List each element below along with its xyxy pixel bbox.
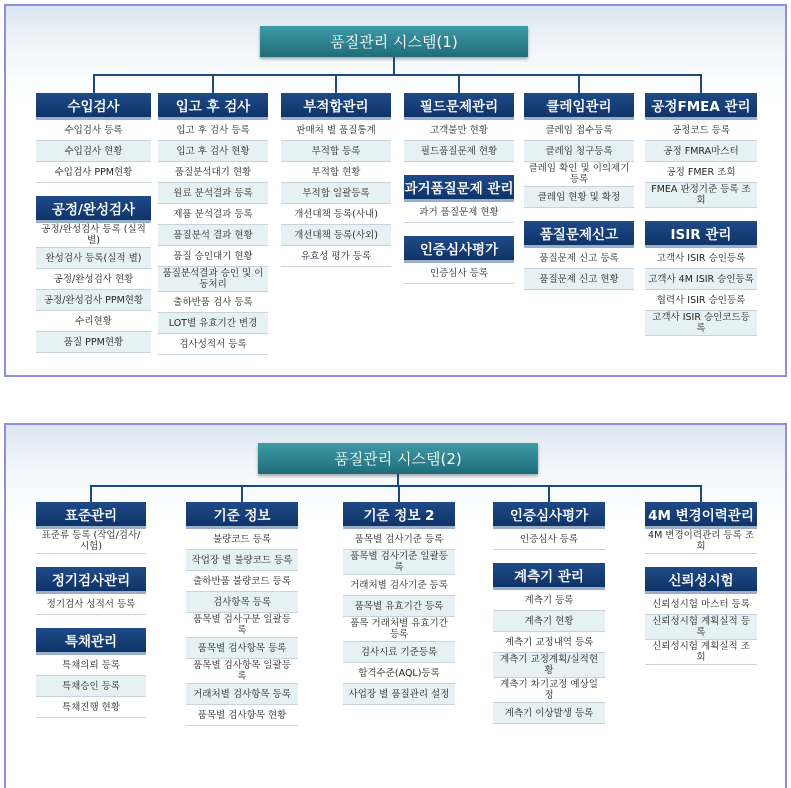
- menu-item[interactable]: 공정 FMRA마스터: [645, 141, 757, 162]
- menu-item[interactable]: 고객불만 현황: [404, 120, 514, 141]
- connector-stem: [393, 57, 395, 74]
- menu-group: [404, 236, 514, 284]
- menu-group: [36, 567, 146, 615]
- connector-drop: [90, 485, 92, 502]
- menu-item[interactable]: 출하반품 검사 등록: [158, 292, 268, 313]
- menu-item[interactable]: 품질문제 신고 현황: [524, 269, 634, 290]
- connector-drop: [241, 485, 243, 502]
- menu-group-header[interactable]: 기준 정보 2: [343, 502, 455, 529]
- menu-group: [36, 196, 151, 353]
- menu-item[interactable]: 계측기 교정계획/실적현황: [493, 653, 605, 678]
- menu-group-header[interactable]: 계측기 관리: [493, 563, 605, 590]
- menu-item[interactable]: 신뢰성시험 계획실적 조회: [645, 640, 757, 665]
- menu-item[interactable]: 완성검사 등록(실적 별): [36, 248, 151, 269]
- menu-item[interactable]: FMEA 판정기준 등록 조회: [645, 183, 757, 208]
- menu-item[interactable]: 클레임 청구등록: [524, 141, 634, 162]
- connector-bus: [93, 74, 703, 76]
- connector-drop: [578, 74, 580, 93]
- menu-group-header[interactable]: 품질문제신고: [524, 221, 634, 248]
- connector-drop: [700, 74, 702, 93]
- menu-column: [645, 502, 757, 665]
- menu-group-header[interactable]: 공정/완성검사: [36, 196, 151, 223]
- menu-item[interactable]: 공정 FMER 조회: [645, 162, 757, 183]
- menu-item[interactable]: 유효성 평가 등록: [281, 246, 391, 267]
- menu-item[interactable]: 검사시료 기준등록: [343, 642, 455, 663]
- menu-group-header[interactable]: 필드문제관리: [404, 93, 514, 120]
- menu-column: [186, 502, 298, 726]
- menu-item[interactable]: 클레임 접수등록: [524, 120, 634, 141]
- menu-item[interactable]: 품질문제 신고 등록: [524, 248, 634, 269]
- system-1-title: 품질관리 시스템(1): [260, 26, 528, 57]
- menu-group-header[interactable]: 과거품질문제 관리: [404, 175, 514, 202]
- menu-item[interactable]: 클레임 현황 및 확정: [524, 187, 634, 208]
- menu-item[interactable]: 제품 분석결과 등록: [158, 204, 268, 225]
- menu-item[interactable]: 사업장 별 품질관리 설정: [343, 684, 455, 705]
- menu-item[interactable]: 클레임 확인 및 이의제기 등록: [524, 162, 634, 187]
- menu-group: [645, 221, 757, 336]
- menu-item[interactable]: 필드품질문제 현황: [404, 141, 514, 162]
- menu-group: [524, 93, 634, 208]
- menu-item[interactable]: 입고 후 검사 등록: [158, 120, 268, 141]
- menu-group-header[interactable]: 수입검사: [36, 93, 151, 120]
- quality-system-2-panel: [4, 423, 787, 788]
- menu-group-header[interactable]: ISIR 관리: [645, 221, 757, 248]
- menu-item[interactable]: 작업장 별 불량코드 등록: [186, 550, 298, 571]
- menu-group: [404, 175, 514, 223]
- menu-item[interactable]: 고객사 ISIR 승인코드등록: [645, 311, 757, 336]
- menu-item[interactable]: 판매처 별 품질통계: [281, 120, 391, 141]
- menu-item[interactable]: 신뢰성시험 계획실적 등록: [645, 615, 757, 640]
- menu-column: [158, 93, 268, 355]
- menu-group: [493, 563, 605, 724]
- menu-item[interactable]: 고객사 ISIR 승인등록: [645, 248, 757, 269]
- menu-group: [645, 567, 757, 665]
- menu-item[interactable]: 개선대책 등록(사내): [281, 204, 391, 225]
- menu-item[interactable]: 출하반품 불량코드 등록: [186, 571, 298, 592]
- menu-column: [493, 502, 605, 724]
- connector-drop: [335, 74, 337, 93]
- menu-item[interactable]: 품질 PPM현황: [36, 332, 151, 353]
- menu-item[interactable]: 신뢰성시험 마스터 등록: [645, 594, 757, 615]
- menu-group-header[interactable]: 신뢰성시험: [645, 567, 757, 594]
- menu-group-header[interactable]: 부적합관리: [281, 93, 391, 120]
- menu-item[interactable]: 합격수준(AQL)등록: [343, 663, 455, 684]
- menu-item[interactable]: 특채승인 등록: [36, 676, 146, 697]
- menu-item[interactable]: 품목별 검사항목 현황: [186, 705, 298, 726]
- connector-stem: [397, 474, 399, 485]
- menu-item[interactable]: 공정/완성검사 PPM현황: [36, 290, 151, 311]
- menu-column: [524, 93, 634, 290]
- menu-group: [36, 502, 146, 554]
- menu-item[interactable]: 계측기 이상발생 등록: [493, 703, 605, 724]
- menu-group-header[interactable]: 기준 정보: [186, 502, 298, 529]
- menu-group: [343, 502, 455, 705]
- connector-drop: [458, 74, 460, 93]
- connector-drop: [700, 485, 702, 502]
- menu-item[interactable]: 검사항목 등록: [186, 592, 298, 613]
- menu-item[interactable]: 인증심사 등록: [404, 263, 514, 284]
- menu-column: [36, 93, 151, 353]
- menu-item[interactable]: 4M 변경이력관리 등록 조회: [645, 529, 757, 554]
- menu-item[interactable]: 품목별 유효기간 등록: [343, 596, 455, 617]
- menu-group-header[interactable]: 인증심사평가: [493, 502, 605, 529]
- menu-group: [158, 93, 268, 355]
- menu-group-header[interactable]: 클레임관리: [524, 93, 634, 120]
- menu-item[interactable]: 부적합 현황: [281, 162, 391, 183]
- menu-group-header[interactable]: 특채관리: [36, 628, 146, 655]
- menu-item[interactable]: 계측기 교정내역 등록: [493, 632, 605, 653]
- menu-column: [36, 502, 146, 718]
- menu-group: [36, 93, 151, 183]
- connector-drop: [398, 485, 400, 502]
- connector-bus: [90, 485, 702, 487]
- menu-column: [343, 502, 455, 705]
- menu-item[interactable]: 협력사 ISIR 승인등록: [645, 290, 757, 311]
- menu-item[interactable]: 품질분석결과 승인 및 이동처리: [158, 267, 268, 292]
- menu-item[interactable]: 부적합 일괄등록: [281, 183, 391, 204]
- menu-item[interactable]: 인증심사 등록: [493, 529, 605, 550]
- menu-item[interactable]: 불량코드 등록: [186, 529, 298, 550]
- menu-item[interactable]: 품목별 검사기준 일괄등록: [343, 550, 455, 575]
- connector-drop: [548, 485, 550, 502]
- menu-group: [645, 93, 757, 208]
- menu-item[interactable]: 품목별 검사기준 등록: [343, 529, 455, 550]
- menu-item[interactable]: 정기검사 성적서 등록: [36, 594, 146, 615]
- menu-item[interactable]: 수입검사 PPM현황: [36, 162, 151, 183]
- menu-item[interactable]: 수리현황: [36, 311, 151, 332]
- menu-group: [645, 502, 757, 554]
- menu-item[interactable]: 계측기 현황: [493, 611, 605, 632]
- menu-group-header[interactable]: 표준관리: [36, 502, 146, 529]
- menu-item[interactable]: LOT별 유효기간 변경: [158, 313, 268, 334]
- menu-item[interactable]: 원료 분석결과 등록: [158, 183, 268, 204]
- menu-group-header[interactable]: 공정FMEA 관리: [645, 93, 757, 120]
- menu-group-header[interactable]: 입고 후 검사: [158, 93, 268, 120]
- menu-item[interactable]: 계측기 차기교정 예상일정: [493, 678, 605, 703]
- connector-drop: [212, 74, 214, 93]
- menu-item[interactable]: 특채의뢰 등록: [36, 655, 146, 676]
- menu-item[interactable]: 개선대책 등록(사외): [281, 225, 391, 246]
- menu-group-header[interactable]: 정기검사관리: [36, 567, 146, 594]
- menu-item[interactable]: 품목 거래처별 유효기간 등록: [343, 617, 455, 642]
- menu-group: [186, 502, 298, 726]
- menu-item[interactable]: 품목별 검사항목 등록: [186, 638, 298, 659]
- menu-group: [524, 221, 634, 290]
- menu-item[interactable]: 표준류 등록 (작업/검사/시험): [36, 529, 146, 554]
- menu-item[interactable]: 공정/완성검사 현황: [36, 269, 151, 290]
- menu-item[interactable]: 거래처별 검사기준 등록: [343, 575, 455, 596]
- menu-item[interactable]: 검사성적서 등록: [158, 334, 268, 355]
- menu-item[interactable]: 품질분석 결과 현황: [158, 225, 268, 246]
- menu-column: [281, 93, 391, 267]
- menu-item[interactable]: 계측기 등록: [493, 590, 605, 611]
- menu-group: [493, 502, 605, 550]
- quality-system-1-panel: [4, 4, 787, 377]
- menu-item[interactable]: 품목별 검사구분 일괄등록: [186, 613, 298, 638]
- menu-item[interactable]: 입고 후 검사 현황: [158, 141, 268, 162]
- menu-item[interactable]: 수입검사 현황: [36, 141, 151, 162]
- menu-item[interactable]: 품목별 검사항목 일괄등록: [186, 659, 298, 684]
- menu-item[interactable]: 공정/완성검사 등록 (실적 별): [36, 223, 151, 248]
- menu-item[interactable]: 공정코드 등록: [645, 120, 757, 141]
- menu-item[interactable]: 특채진행 현황: [36, 697, 146, 718]
- menu-group: [404, 93, 514, 162]
- menu-item[interactable]: 과거 품질문제 현황: [404, 202, 514, 223]
- menu-item[interactable]: 고객사 4M ISIR 승인등록: [645, 269, 757, 290]
- connector-drop: [93, 74, 95, 93]
- system-2-title: 품질관리 시스템(2): [258, 443, 538, 474]
- menu-group: [281, 93, 391, 267]
- menu-item[interactable]: 부적합 등록: [281, 141, 391, 162]
- menu-item[interactable]: 수입검사 등록: [36, 120, 151, 141]
- menu-group: [36, 628, 146, 718]
- menu-item[interactable]: 품질 승인대기 현황: [158, 246, 268, 267]
- menu-column: [645, 93, 757, 336]
- menu-column: [404, 93, 514, 284]
- menu-item[interactable]: 품질분석대기 현황: [158, 162, 268, 183]
- menu-group-header[interactable]: 인증심사평가: [404, 236, 514, 263]
- menu-item[interactable]: 거래처별 검사항목 등록: [186, 684, 298, 705]
- menu-group-header[interactable]: 4M 변경이력관리: [645, 502, 757, 529]
